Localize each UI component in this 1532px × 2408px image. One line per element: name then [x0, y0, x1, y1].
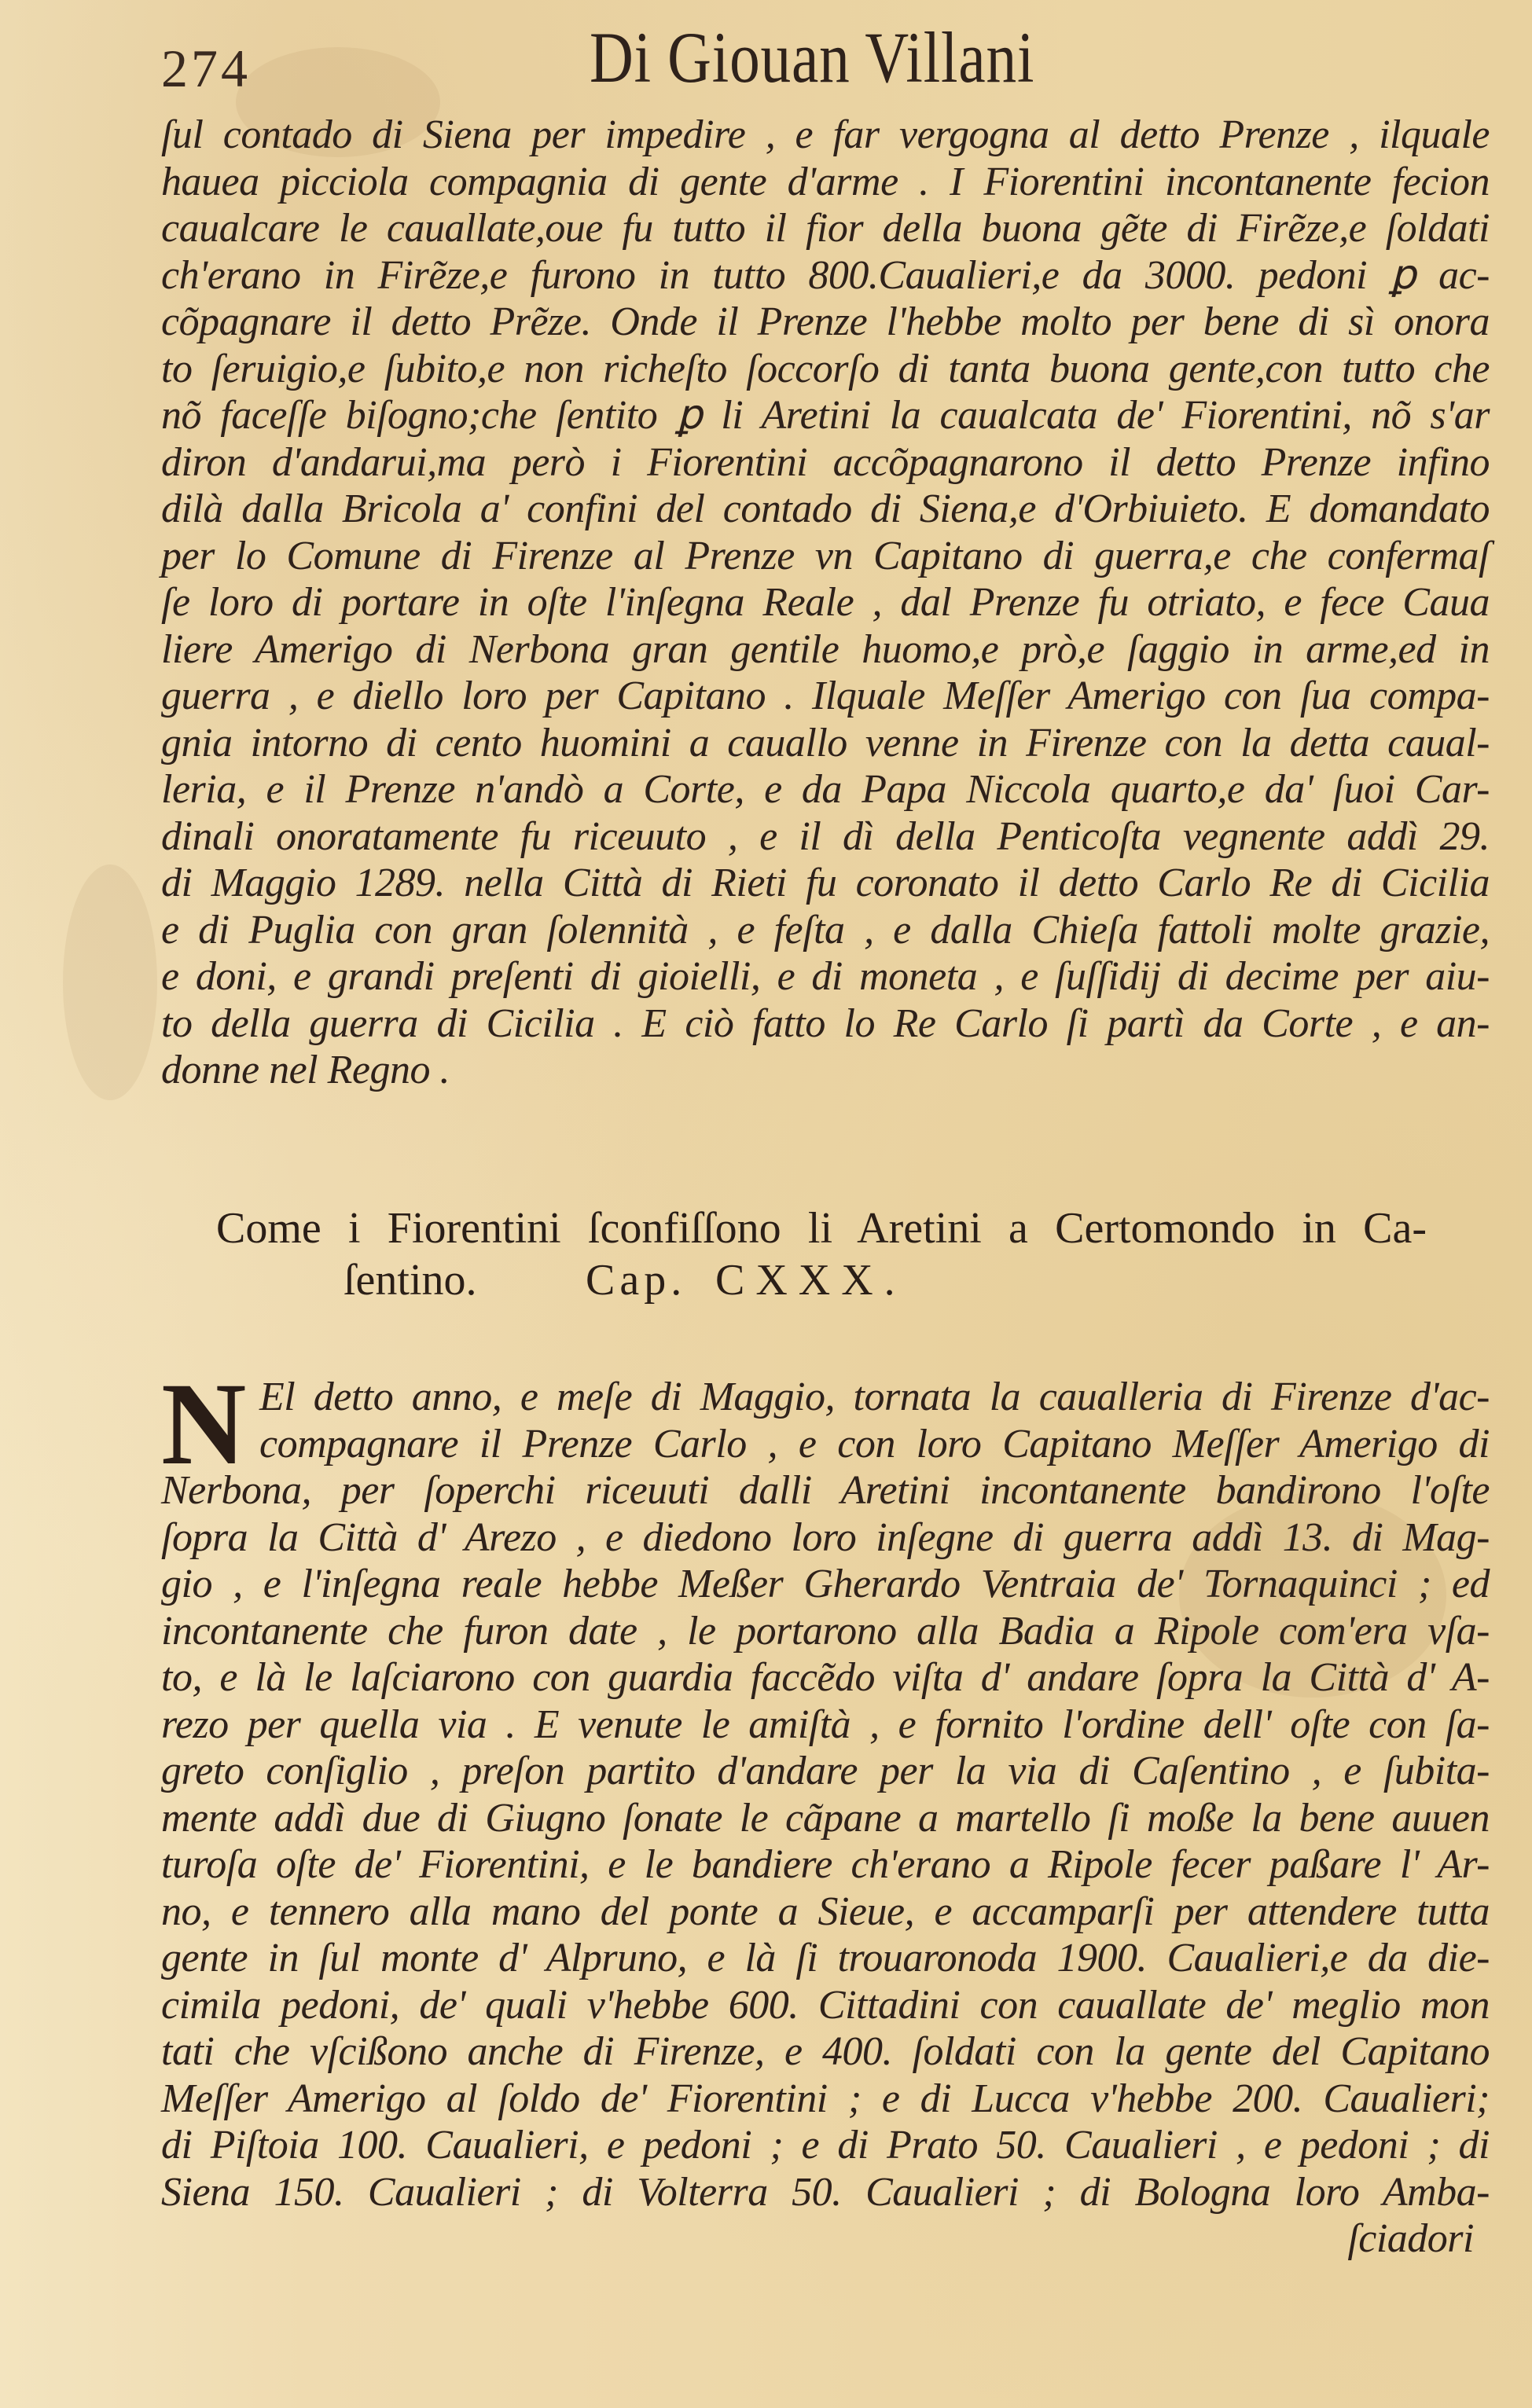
text-line: donne nel Regno . [161, 1048, 450, 1092]
text-line: greto conſiglio , preſon partito d'andare per la via di Caſentino , e ſubita- [161, 1749, 1490, 1793]
text-line: di Piſtoia 100. Caualieri, e pedoni ; e di Prato 50. Caualieri , e pedoni ; di [161, 2123, 1490, 2168]
page-number: 274 [161, 39, 251, 98]
text-line: nõ faceſſe biſogno;che ſentito ꝑ li Aretini la caualcata de' Fiorentini, nõ s'ar [161, 393, 1490, 438]
chapter-number: CXXX. [715, 1256, 906, 1305]
text-line: compagnare il Prenze Carlo , e con loro Capitano Meſſer Amerigo di [259, 1421, 1490, 1466]
text-line: incontanente che furon date , le portarono alla Badia a Ripole com'era vſa- [161, 1608, 1490, 1654]
text-line: no, e tennero alla mano del ponte a Sieue, e accamparſi per attendere tutta [161, 1889, 1490, 1934]
text-line: to ſeruigio,e ſubito,e non richeſto ſoccorſo di tanta buona gente,con tutto che [161, 346, 1490, 391]
text-line: tati che vſcißono anche di Firenze, e 400. ſoldati con la gente del Capitano [161, 2029, 1490, 2074]
text-line: El detto anno, e meſe di Maggio, tornata la caualleria di Firenze d'ac- [259, 1375, 1490, 1419]
text-line: caualcare le cauallate,oue fu tutto il fior della buona gẽte di Firẽze,e ſoldati [161, 206, 1490, 251]
text-line: per lo Comune di Firenze al Prenze vn Capitano di guerra,e che confermaſ [161, 533, 1490, 578]
text-line: e doni, e grandi preſenti di gioielli, e di moneta , e ſuſſidij di decime per aiu- [161, 954, 1490, 999]
text-line: diron d'andarui,ma però i Fiorentini accõpagnarono il detto Prenze infino [161, 439, 1490, 485]
text-line: mente addì due di Giugno ſonate le cãpane a martello ſi moßе la bene auuen [161, 1795, 1490, 1841]
text-line: leria, e il Prenze n'andò a Corte, e da Papa Niccola quarto,e da' ſuoi Car- [161, 767, 1490, 812]
paper-stain [63, 864, 157, 1100]
text-line: cimila pedoni, de' quali v'hebbe 600. Cittadini con cauallate de' meglio mon [161, 1982, 1490, 2028]
text-line: ch'erano in Firẽze,e furono in tutto 800.Caualieri,e da 3000. pedoni ꝑ ac- [161, 252, 1490, 298]
text-line: gente in ſul monte d' Alpruno, e là ſi trouaronoda 1900. Caualieri,e da die- [161, 1936, 1490, 1980]
text-line: rezo per quella via . E venute le amiſtà , e fornito l'ordine dell' oſte con ſa- [161, 1701, 1490, 1747]
paragraph-1 [161, 112, 1490, 1094]
running-head [161, 16, 1490, 102]
text-line: to, e là le laſciarono con guardia faccẽdo viſta d' andare ſopra la Città d' A- [161, 1655, 1490, 1700]
running-title: Di Giouan Villani [590, 17, 1035, 97]
drop-cap-initial: N [161, 1359, 247, 1489]
text-line: to della guerra di Cicilia . E ciò fatto lo Re Carlo ſi partì da Corte , e an- [161, 1000, 1490, 1046]
text-line: guerra , e diello loro per Capitano . Ilquale Meſſer Amerigo con ſua compa- [161, 674, 1490, 718]
chapter-title-end: ſentino. [344, 1256, 477, 1305]
catchword: ſciadori [1347, 2216, 1474, 2261]
text-line: e di Puglia con gran ſolennità , e feſta , e dalla Chieſa fattoli molte grazie, [161, 907, 1490, 953]
text-line: cõpagnare il detto Prẽze. Onde il Prenze l'hebbe molto per bene di sì onora [161, 299, 1490, 344]
text-line: dinali onoratamente fu riceuuto , e il dì della Penticoſta vegnente addì 29. [161, 813, 1490, 859]
text-line: gnia intorno di cento huomini a cauallo venne in Firenze con la detta caual- [161, 720, 1490, 765]
chapter-label: Cap. [586, 1256, 687, 1305]
text-line: hauea picciola compagnia di gente d'arme . I Fiorentini incontanente fecion [161, 159, 1490, 204]
chapter-title-line-2 [216, 1254, 1427, 1306]
text-line: Nerbona, per ſoperchi riceuuti dalli Aretini incontanente bandirono l'oſte [161, 1468, 1490, 1513]
text-line: ſe loro di portare in oſte l'inſegna Reale , dal Prenze fu otriato, e fece Caua [161, 580, 1490, 625]
text-line: liere Amerigo di Nerbona gran gentile huomo,e prò,e ſaggio in arme,ed in [161, 626, 1490, 672]
chapter-title-line-1: Come i Fiorentini ſconfiſſono li Aretini a Certomondo in Ca- [216, 1204, 1427, 1253]
text-line: Meſſer Amerigo al ſoldo de' Fiorentini ; e di Lucca v'hebbe 200. Caualieri; [161, 2076, 1490, 2121]
text-line: ſopra la Città d' Arezo , e diedono loro inſegne di guerra addì 13. di Mag- [161, 1514, 1490, 1560]
text-line: dilà dalla Bricola a' confini del contado di Siena,e d'Orbiuieto. E domandato [161, 486, 1490, 531]
text-line: di Maggio 1289. nella Città di Rieti fu coronato il detto Carlo Re di Cicilia [161, 861, 1490, 905]
text-line: Siena 150. Caualieri ; di Volterra 50. Caualieri ; di Bologna loro Amba- [161, 2169, 1490, 2215]
paragraph-2 [161, 1359, 1490, 2263]
text-line: gio , e l'inſegna reale hebbe Meßer Gherardo Ventraia de' Tornaquinci ; ed [161, 1562, 1490, 1606]
chapter-heading [216, 1202, 1427, 1306]
text-line: ſul contado di Siena per impedire , e far vergogna al detto Prenze , ilquale [161, 112, 1490, 157]
text-line: turoſa oſte de' Fiorentini, e le bandiere ch'erano a Ripole fecer paßare l' Ar- [161, 1842, 1490, 1887]
